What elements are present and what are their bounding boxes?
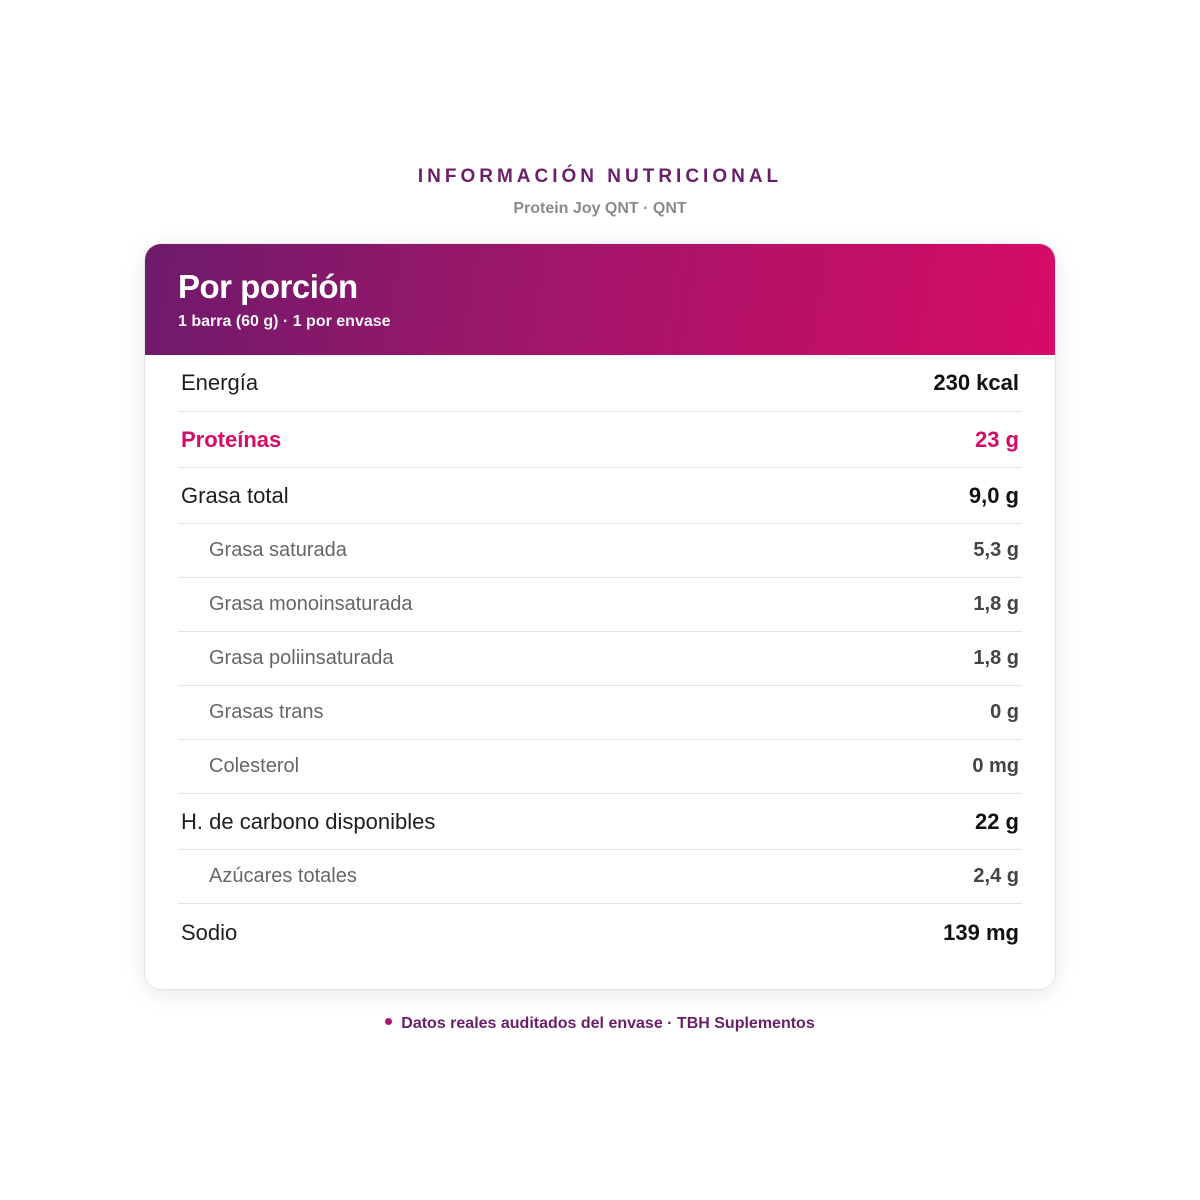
nutrient-row-sodio <box>178 904 1022 962</box>
nutrient-row-grasa-total <box>178 468 1022 524</box>
serving-title: Por porción <box>178 268 358 305</box>
bullet-dot-icon <box>385 1018 392 1025</box>
nutrient-row-grasa-monoinsaturada <box>178 578 1022 632</box>
footnote-text: Datos reales auditados del envase · TBH Suplementos <box>401 1015 815 1032</box>
nutrient-label: Grasa monoinsaturada <box>209 593 413 615</box>
nutrient-label: Sodio <box>181 920 238 945</box>
nutrient-label: Grasa total <box>181 482 289 508</box>
serving-size: 1 barra (60 g) · 1 por envase <box>178 313 391 330</box>
nutrient-row-energia <box>178 355 1022 412</box>
nutrient-value: 22 g <box>974 808 1019 834</box>
nutrient-value: 1,8 g <box>973 647 1019 669</box>
serving-header <box>145 244 1055 355</box>
nutrient-label: Grasa poliinsaturada <box>209 647 394 669</box>
nutrient-row-colesterol <box>178 740 1022 794</box>
nutrient-row-carbohidratos <box>178 794 1022 850</box>
nutrient-list <box>145 355 1055 962</box>
nutrient-value: 2,4 g <box>973 865 1019 887</box>
nutrient-row-proteinas <box>178 412 1022 468</box>
nutrient-label: Azúcares totales <box>209 865 357 887</box>
nutrient-row-azucares <box>178 850 1022 904</box>
footnote <box>0 1015 1200 1033</box>
nutrient-label: Colesterol <box>209 755 300 777</box>
nutrient-value: 1,8 g <box>973 593 1019 615</box>
nutrition-card <box>145 244 1055 989</box>
nutrient-label: Grasas trans <box>209 701 324 723</box>
page-title: INFORMACIÓN NUTRICIONAL <box>417 166 783 187</box>
nutrient-label: Proteínas <box>181 426 282 452</box>
nutrient-row-grasas-trans <box>178 686 1022 740</box>
nutrient-value: 9,0 g <box>968 482 1019 508</box>
nutrient-row-grasa-saturada <box>178 524 1022 578</box>
nutrient-value: 0 g <box>990 701 1019 723</box>
nutrient-label: Grasa saturada <box>209 539 347 561</box>
nutrient-row-grasa-poliinsaturada <box>178 632 1022 686</box>
product-subtitle: Protein Joy QNT · QNT <box>513 200 687 217</box>
nutrient-label: H. de carbono disponibles <box>181 808 436 834</box>
nutrient-value: 230 kcal <box>933 370 1019 395</box>
nutrient-label: Energía <box>181 370 259 395</box>
nutrient-value: 5,3 g <box>973 539 1019 561</box>
nutrient-value: 139 mg <box>943 920 1019 945</box>
nutrient-value: 0 mg <box>972 755 1019 777</box>
nutrient-value: 23 g <box>974 426 1019 452</box>
